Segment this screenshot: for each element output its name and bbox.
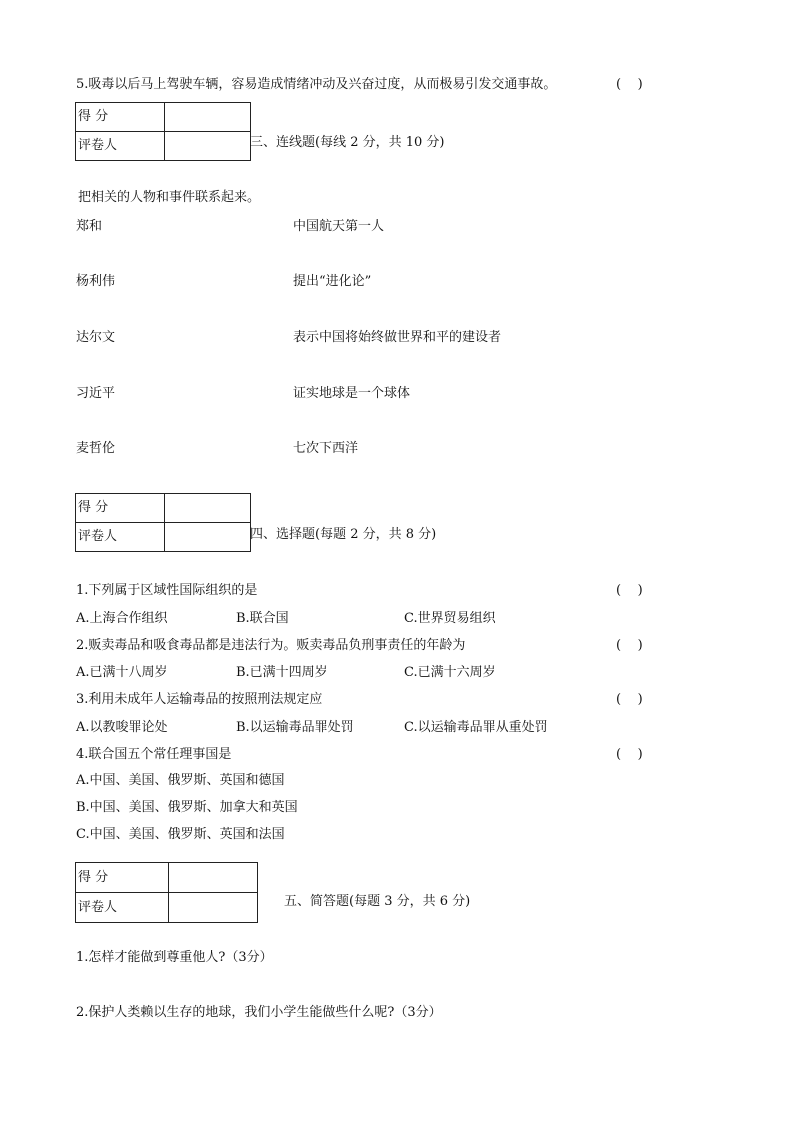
q2-option-b: B.已满十四周岁 (236, 665, 328, 680)
score-label: 得 分 (76, 494, 165, 523)
grader-label: 评卷人 (76, 893, 169, 923)
q2-option-c: C.已满十六周岁 (404, 665, 496, 680)
q3-option-b: B.以运输毒品罪处罚 (236, 720, 354, 735)
q3-option-a: A.以教唆罪论处 (76, 720, 168, 735)
q1-option-c: C.世界贸易组织 (404, 611, 496, 626)
q1-option-b: B.联合国 (236, 611, 289, 626)
answer-parentheses: ( ) (616, 747, 643, 762)
score-box (75, 102, 251, 161)
score-label: 得 分 (76, 863, 169, 893)
choice-question-2: 2.贩卖毒品和吸食毒品都是违法行为。贩卖毒品负刑事责任的年龄为 (76, 638, 466, 653)
answer-parentheses: ( ) (616, 638, 643, 653)
answer-parentheses: ( ) (616, 583, 643, 598)
section-4-title: 四、选择题(每题 2 分，共 8 分) (250, 527, 437, 542)
choice-question-1: 1.下列属于区域性国际组织的是 (76, 583, 258, 598)
short-answer-question-2: 2.保护人类赖以生存的地球，我们小学生能做些什么呢?（3分） (76, 1005, 442, 1020)
matching-event-3: 表示中国将始终做世界和平的建设者 (293, 330, 502, 345)
section-5-title: 五、简答题(每题 3 分，共 6 分) (284, 894, 471, 909)
score-cell[interactable] (165, 103, 251, 132)
section-3-title: 三、连线题(每线 2 分，共 10 分) (250, 135, 445, 150)
grader-cell[interactable] (165, 132, 251, 161)
matching-instruction: 把相关的人物和事件联系起来。 (78, 190, 261, 205)
matching-person-1: 郑和 (76, 219, 103, 234)
q3-option-c: C.以运输毒品罪从重处罚 (404, 720, 548, 735)
score-box (75, 493, 251, 552)
matching-event-2: 提出“进化论” (293, 274, 372, 289)
choice-question-3: 3.利用未成年人运输毒品的按照刑法规定应 (76, 692, 323, 707)
grader-cell[interactable] (169, 893, 258, 923)
score-cell[interactable] (169, 863, 258, 893)
q4-option-b: B.中国、美国、俄罗斯、加拿大和英国 (76, 800, 298, 815)
matching-person-2: 杨利伟 (76, 274, 116, 289)
choice-question-4: 4.联合国五个常任理事国是 (76, 747, 232, 762)
answer-parentheses: ( ) (616, 692, 643, 707)
grader-label: 评卷人 (76, 523, 165, 552)
answer-parentheses: ( ) (616, 77, 643, 92)
score-label: 得 分 (76, 103, 165, 132)
score-box (75, 862, 258, 923)
matching-person-5: 麦哲伦 (76, 441, 116, 456)
matching-person-3: 达尔文 (76, 330, 116, 345)
grader-label: 评卷人 (76, 132, 165, 161)
short-answer-question-1: 1.怎样才能做到尊重他人?（3分） (76, 950, 273, 965)
matching-event-1: 中国航天第一人 (293, 219, 385, 234)
grader-cell[interactable] (165, 523, 251, 552)
matching-event-4: 证实地球是一个球体 (293, 386, 411, 401)
q1-option-a: A.上海合作组织 (76, 611, 168, 626)
score-cell[interactable] (165, 494, 251, 523)
matching-event-5: 七次下西洋 (293, 441, 359, 456)
tf-question-5: 5.吸毒以后马上驾驶车辆，容易造成情绪冲动及兴奋过度，从而极易引发交通事故。 (76, 77, 557, 92)
q2-option-a: A.已满十八周岁 (76, 665, 168, 680)
q4-option-c: C.中国、美国、俄罗斯、英国和法国 (76, 827, 285, 842)
q4-option-a: A.中国、美国、俄罗斯、英国和德国 (76, 773, 285, 788)
matching-person-4: 习近平 (76, 386, 116, 401)
